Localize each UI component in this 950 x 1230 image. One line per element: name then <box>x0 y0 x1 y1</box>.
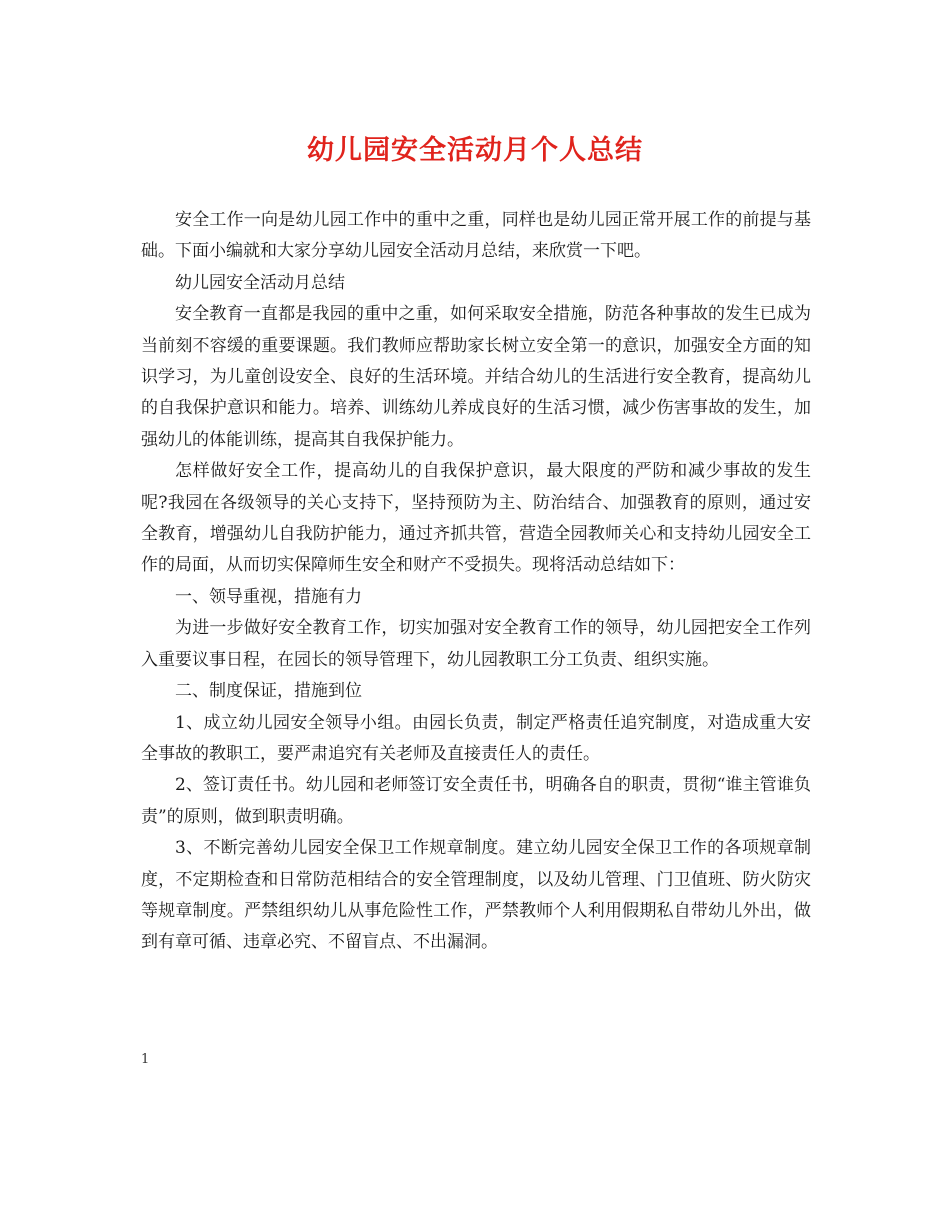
heading-section-2: 二、制度保证，措施到位 <box>175 681 362 702</box>
paragraph-section-1: 为进一步做好安全教育工作，切实加强对安全教育工作的领导，幼儿园把安全工作列入重要议事日程，在园长的领导管理下，幼儿园教职工分工负责、组织实施。 <box>141 618 811 670</box>
heading-section-1: 一、领导重视，措施有力 <box>175 586 362 607</box>
list-item-2: 2、签订责任书。幼儿园和老师签订安全责任书，明确各自的职责，贯彻“谁主管谁负责”的原则，做到职责明确。 <box>141 775 811 827</box>
list-item-3: 3、不断完善幼儿园安全保卫工作规章制度。建立幼儿园安全保卫工作的各项规章制度，不定期检查和日常防范相结合的安全管理制度，以及幼儿管理、门卫值班、防火防灾等规章制度。严禁组织幼儿从事危险性工作，严禁教师个人利用假期私自带幼儿外出，做到有章可循、违章必究、不留盲点、不出漏洞。 <box>141 838 811 953</box>
section-subtitle: 幼儿园安全活动月总结 <box>175 272 345 293</box>
page-number: 1 <box>141 1052 150 1067</box>
document-body <box>141 205 811 959</box>
paragraph-safety-education: 安全教育一直都是我园的重中之重，如何采取安全措施，防范各种事故的发生已成为当前刻不容缓的重要课题。我们教师应帮助家长树立安全第一的意识，加强安全方面的知识学习，为儿童创设安全、良好的生活环境。并结合幼儿的生活进行安全教育，提高幼儿的自我保护意识和能力。培养、训练幼儿养成良好的生活习惯，减少伤害事故的发生，加强幼儿的体能训练，提高其自我保护能力。 <box>141 304 811 450</box>
paragraph-how-to: 怎样做好安全工作，提高幼儿的自我保护意识，最大限度的严防和减少事故的发生呢?我园在各级领导的关心支持下，坚持预防为主、防治结合、加强教育的原则，通过安全教育，增强幼儿自我防护能力，通过齐抓共管，营造全园教师关心和支持幼儿园安全工作的局面，从而切实保障师生安全和财产不受损失。现将活动总结如下： <box>141 461 811 576</box>
list-item-1: 1、成立幼儿园安全领导小组。由园长负责，制定严格责任追究制度，对造成重大安全事故的教职工，要严肃追究有关老师及直接责任人的责任。 <box>141 712 811 764</box>
paragraph-intro: 安全工作一向是幼儿园工作中的重中之重，同样也是幼儿园正常开展工作的前提与基础。下面小编就和大家分享幼儿园安全活动月总结，来欣赏一下吧。 <box>141 210 811 262</box>
document-title: 幼儿园安全活动月个人总结 <box>307 135 643 166</box>
